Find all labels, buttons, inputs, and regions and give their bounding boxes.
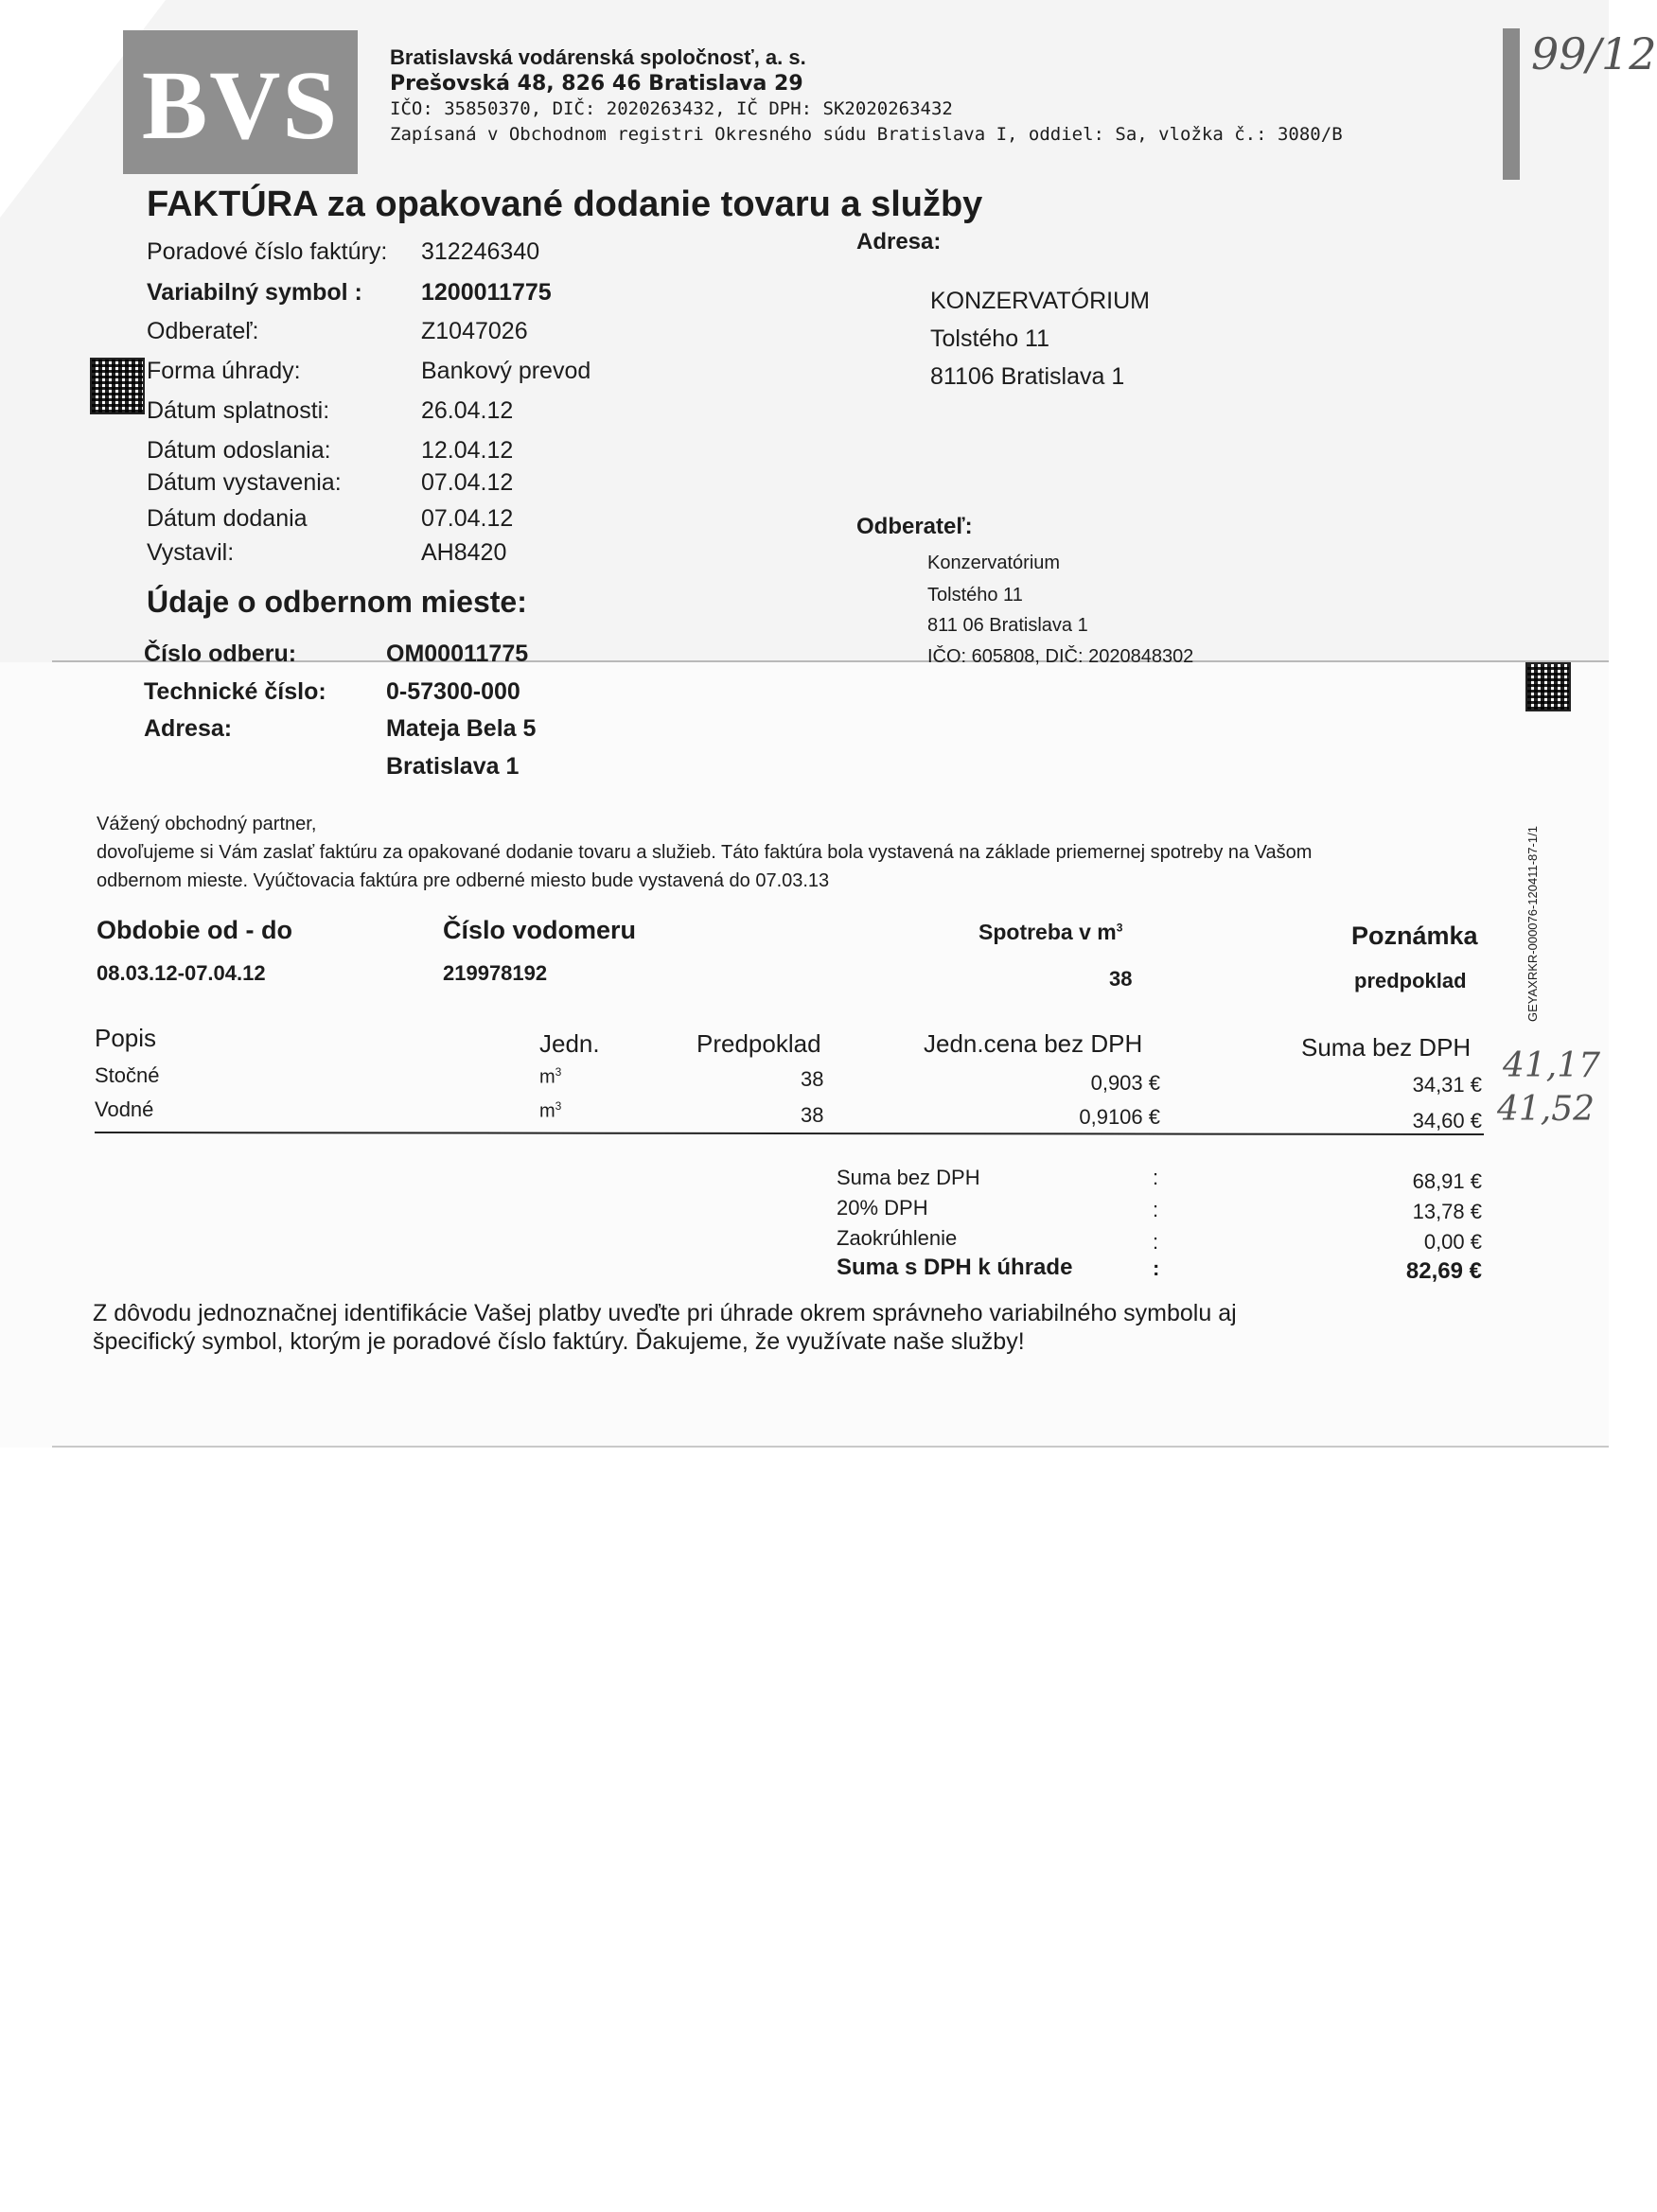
letter-greeting: Vážený obchodný partner, [97, 814, 317, 834]
field-value: 07.04.12 [421, 469, 514, 496]
field-value: 26.04.12 [421, 397, 514, 424]
total-colon: : [1153, 1198, 1159, 1221]
address-line: Tolstého 11 [930, 325, 1050, 352]
sum-header: Suma bez DPH [1301, 1033, 1472, 1062]
consumption-point-heading: Údaje o odbernom mieste: [147, 585, 527, 619]
note-value: predpoklad [1354, 969, 1467, 992]
handwritten-amount: 41,52 [1497, 1090, 1595, 1129]
total-value: 68,91 € [1412, 1169, 1482, 1193]
cp-label: Technické číslo: [144, 678, 326, 705]
item-unit [539, 1065, 561, 1089]
total-colon: : [1153, 1166, 1159, 1189]
field-label: Dátum dodania [147, 505, 308, 532]
field-value: AH8420 [421, 539, 507, 566]
item-desc: Vodné [95, 1097, 154, 1121]
total-label: Zaokrúhlenie [837, 1226, 958, 1250]
field-value: 12.04.12 [421, 437, 514, 464]
cp-label: Číslo odberu: [144, 641, 297, 667]
meter-header: Číslo vodomeru [443, 916, 637, 944]
company-ids: IČO: 35850370, DIČ: 2020263432, IČ DPH: SK2020263432 [390, 98, 953, 119]
handwritten-amount: 41,17 [1503, 1046, 1601, 1085]
customer-heading: Odberateľ: [856, 514, 973, 539]
field-label: Forma úhrady: [147, 358, 301, 384]
price-header: Jedn.cena bez DPH [924, 1029, 1143, 1058]
field-label: Poradové číslo faktúry: [147, 238, 388, 265]
total-label: Suma bez DPH [837, 1166, 980, 1189]
handwritten-number: 99/12 [1531, 28, 1657, 79]
address-heading: Adresa: [856, 229, 942, 255]
item-price: 0,903 € [1090, 1071, 1160, 1095]
consumption-header [978, 920, 1122, 945]
side-code: GEYAXRKR-000076-120411-87-1/1 [1525, 826, 1540, 1022]
field-value: 312246340 [421, 238, 540, 265]
item-desc: Stočné [95, 1063, 160, 1087]
fold-line-lower [52, 1446, 1609, 1448]
qr-code-left [90, 358, 145, 414]
field-label: Variabilný symbol : [147, 279, 362, 306]
note-header: Poznámka [1351, 922, 1478, 950]
total-colon: : [1153, 1230, 1159, 1254]
total-value: 0,00 € [1423, 1230, 1482, 1254]
company-registry: Zapísaná v Obchodnom registri Okresného súdu Bratislava I, oddiel: Sa, vložka č.: 3080/B [390, 124, 1343, 145]
desc-header: Popis [95, 1024, 157, 1052]
field-value: 07.04.12 [421, 505, 514, 532]
letter-line: dovoľujeme si Vám zaslať faktúru za opakované dodanie tovaru a služieb. Táto faktúra bola vystavená na základe priemernej spotreby na Vašom [97, 842, 1313, 863]
total-label: 20% DPH [837, 1196, 928, 1220]
consumption-value: 38 [1109, 967, 1133, 991]
letter-line: odbernom mieste. Vyúčtovacia faktúra pre odberné miesto bude vystavená do 07.03.13 [97, 870, 830, 891]
cp-value: Mateja Bela 5 [386, 715, 537, 742]
customer-line: Tolstého 11 [927, 585, 1023, 606]
item-sum: 34,60 € [1412, 1109, 1482, 1132]
field-value: Bankový prevod [421, 358, 591, 384]
qty-header: Predpoklad [696, 1029, 821, 1058]
item-unit-sup: 3 [555, 1099, 562, 1113]
binding-bar [1503, 28, 1520, 180]
item-qty: 38 [801, 1103, 824, 1127]
item-unit-sup: 3 [555, 1065, 562, 1079]
company-name: Bratislavská vodárenská spoločnosť, a. s. [390, 45, 806, 69]
consumption-header-sup: 3 [1116, 921, 1123, 935]
item-unit [539, 1099, 561, 1123]
address-line: 81106 Bratislava 1 [930, 363, 1125, 390]
period-value: 08.03.12-07.04.12 [97, 961, 266, 985]
field-label: Dátum odoslania: [147, 437, 331, 464]
customer-line: 811 06 Bratislava 1 [927, 615, 1088, 636]
customer-line: IČO: 605808, DIČ: 2020848302 [927, 646, 1194, 667]
total-value: 13,78 € [1412, 1200, 1482, 1223]
item-sum: 34,31 € [1412, 1073, 1482, 1097]
field-label: Odberateľ: [147, 318, 259, 344]
cp-label: Adresa: [144, 715, 233, 742]
company-address: Prešovská 48, 826 46 Bratislava 29 [390, 72, 803, 96]
footer-note-line: špecifický symbol, ktorým je poradové číslo faktúry. Ďakujeme, že využívate naše služby! [93, 1328, 1025, 1355]
invoice-title: FAKTÚRA za opakované dodanie tovaru a služby [147, 184, 983, 224]
total-due-value: 82,69 € [1405, 1258, 1482, 1284]
cp-value: OM00011775 [386, 641, 529, 667]
item-unit-base: m [539, 1100, 555, 1122]
period-header: Obdobie od - do [97, 916, 292, 944]
company-logo [123, 30, 358, 174]
total-colon: : [1153, 1256, 1160, 1280]
field-label: Vystavil: [147, 539, 235, 566]
total-due-label: Suma s DPH k úhrade [837, 1255, 1073, 1280]
qr-code-right [1525, 662, 1571, 711]
logo-lettering: BVS [141, 51, 340, 160]
footer-note-line: Z dôvodu jednoznačnej identifikácie Vašej platby uveďte pri úhrade okrem správneho variabilného symbolu aj [93, 1300, 1237, 1326]
customer-line: Konzervatórium [927, 553, 1061, 573]
field-value: Z1047026 [421, 318, 528, 344]
cp-value: 0-57300-000 [386, 678, 520, 705]
item-price: 0,9106 € [1079, 1105, 1160, 1129]
item-unit-base: m [539, 1066, 555, 1088]
item-qty: 38 [801, 1067, 824, 1091]
field-label: Dátum vystavenia: [147, 469, 342, 496]
field-value: 1200011775 [421, 279, 552, 306]
address-line: KONZERVATÓRIUM [930, 288, 1150, 314]
cp-value: Bratislava 1 [386, 753, 520, 780]
meter-value: 219978192 [443, 961, 548, 985]
field-label: Dátum splatnosti: [147, 397, 330, 424]
consumption-header-text: Spotreba v m [978, 920, 1117, 944]
unit-header: Jedn. [539, 1029, 600, 1058]
